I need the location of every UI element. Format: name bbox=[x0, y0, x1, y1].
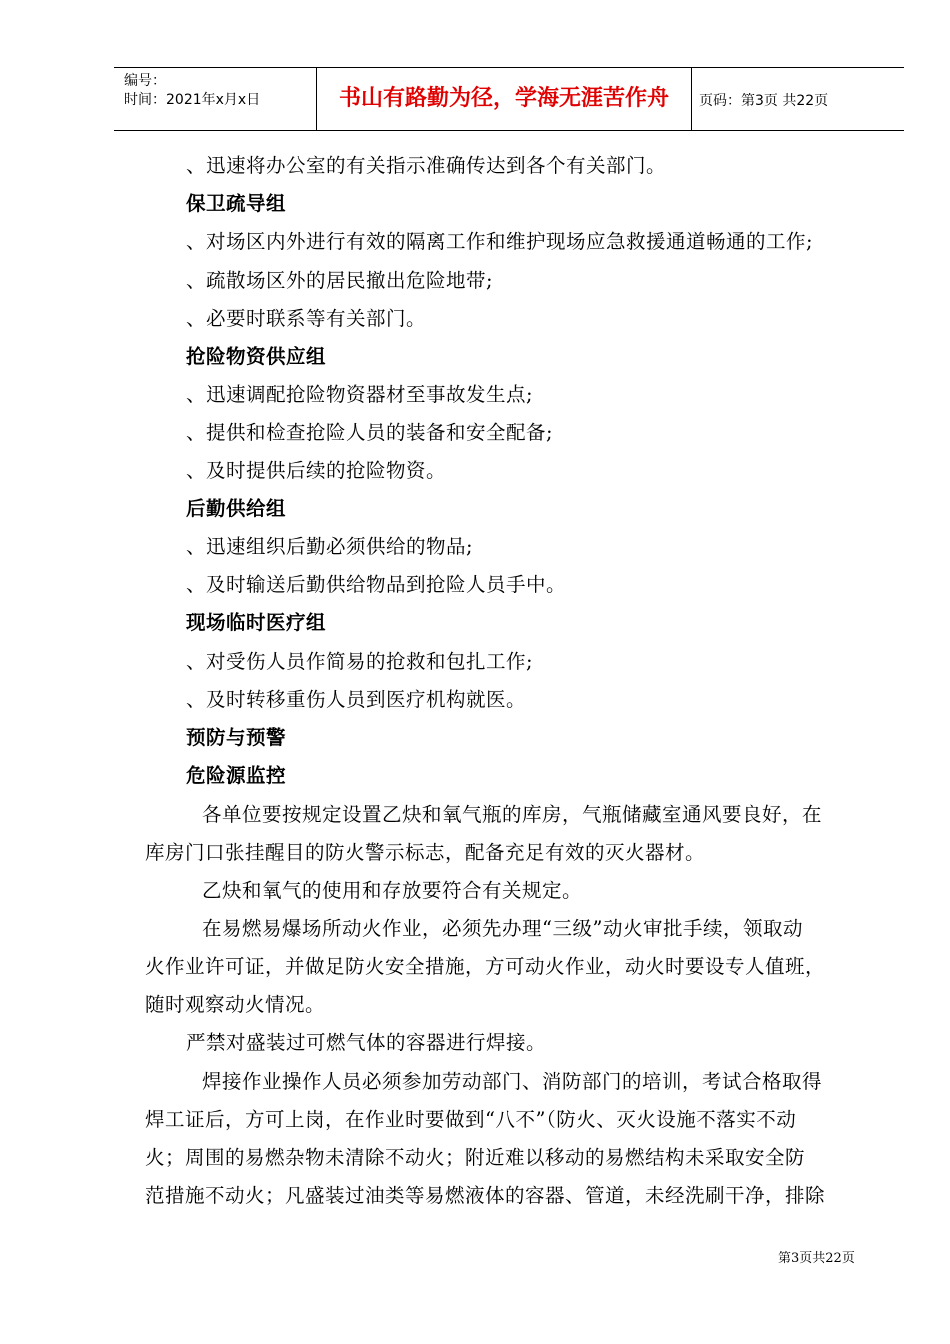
body-line: 、必要时联系等有关部门。 bbox=[186, 307, 427, 330]
section-heading: 抢险物资供应组 bbox=[186, 345, 327, 368]
section-heading: 保卫疏导组 bbox=[186, 192, 287, 215]
body-line: 、对受伤人员作简易的抢救和包扎工作; bbox=[186, 650, 534, 673]
body-line: 在易燃易爆场所动火作业，必须先办理“三级”动火审批手续，领取动 bbox=[202, 917, 803, 940]
body-line: 、迅速调配抢险物资器材至事故发生点; bbox=[186, 383, 534, 406]
body-line: 焊接作业操作人员必须参加劳动部门、消防部门的培训，考试合格取得 bbox=[202, 1070, 823, 1093]
body-line: 乙炔和氧气的使用和存放要符合有关规定。 bbox=[202, 879, 583, 902]
header-motto: 书山有路勤为径，学海无涯苦作舟 bbox=[338, 86, 669, 111]
body-line: 、疏散场区外的居民撤出危险地带; bbox=[186, 269, 494, 292]
section-heading: 预防与预警 bbox=[186, 726, 287, 749]
body-line: 、及时提供后续的抢险物资。 bbox=[186, 459, 447, 482]
section-heading: 后勤供给组 bbox=[186, 497, 287, 520]
body-line: 、对场区内外进行有效的隔离工作和维护现场应急救援通道畅通的工作; bbox=[186, 230, 814, 253]
body-line: 各单位要按规定设置乙炔和氧气瓶的库房，气瓶储藏室通风要良好，在 bbox=[202, 803, 823, 826]
body-line: 火；周围的易燃杂物未清除不动火；附近难以移动的易燃结构未采取安全防 bbox=[145, 1146, 806, 1169]
document-header bbox=[114, 67, 904, 131]
body-line: 、迅速将办公室的有关指示准确传达到各个有关部门。 bbox=[186, 154, 667, 177]
body-line: 火作业许可证，并做足防火安全措施，方可动火作业，动火时要设专人值班， bbox=[145, 955, 826, 978]
body-line: 、及时转移重伤人员到医疗机构就医。 bbox=[186, 688, 527, 711]
number-label: 编号： bbox=[124, 73, 166, 89]
body-line: 库房门口张挂醒目的防火警示标志，配备充足有效的灭火器材。 bbox=[145, 841, 706, 864]
header-page-label: 页码：第3页 共22页 bbox=[699, 93, 829, 109]
time-label: 时间：2021年x月x日 bbox=[124, 92, 261, 108]
body-line: 焊工证后，方可上岗，在作业时要做到“八不”（防火、灭火设施不落实不动 bbox=[145, 1108, 797, 1131]
body-line: 随时观察动火情况。 bbox=[145, 993, 326, 1016]
body-line: 严禁对盛装过可燃气体的容器进行焊接。 bbox=[186, 1031, 547, 1054]
footer-page-number: 第3页共22页 bbox=[778, 1251, 855, 1266]
header-page-cell bbox=[691, 68, 904, 130]
header-motto-cell bbox=[316, 68, 692, 130]
header-meta-cell bbox=[114, 68, 316, 130]
section-heading: 危险源监控 bbox=[186, 764, 287, 787]
body-line: 、迅速组织后勤必须供给的物品; bbox=[186, 535, 474, 558]
body-line: 范措施不动火；凡盛装过油类等易燃液体的容器、管道，未经洗刷干净，排除 bbox=[145, 1184, 826, 1207]
body-line: 、提供和检查抢险人员的装备和安全配备; bbox=[186, 421, 554, 444]
section-heading: 现场临时医疗组 bbox=[186, 611, 327, 634]
body-line: 、及时输送后勤供给物品到抢险人员手中。 bbox=[186, 573, 567, 596]
